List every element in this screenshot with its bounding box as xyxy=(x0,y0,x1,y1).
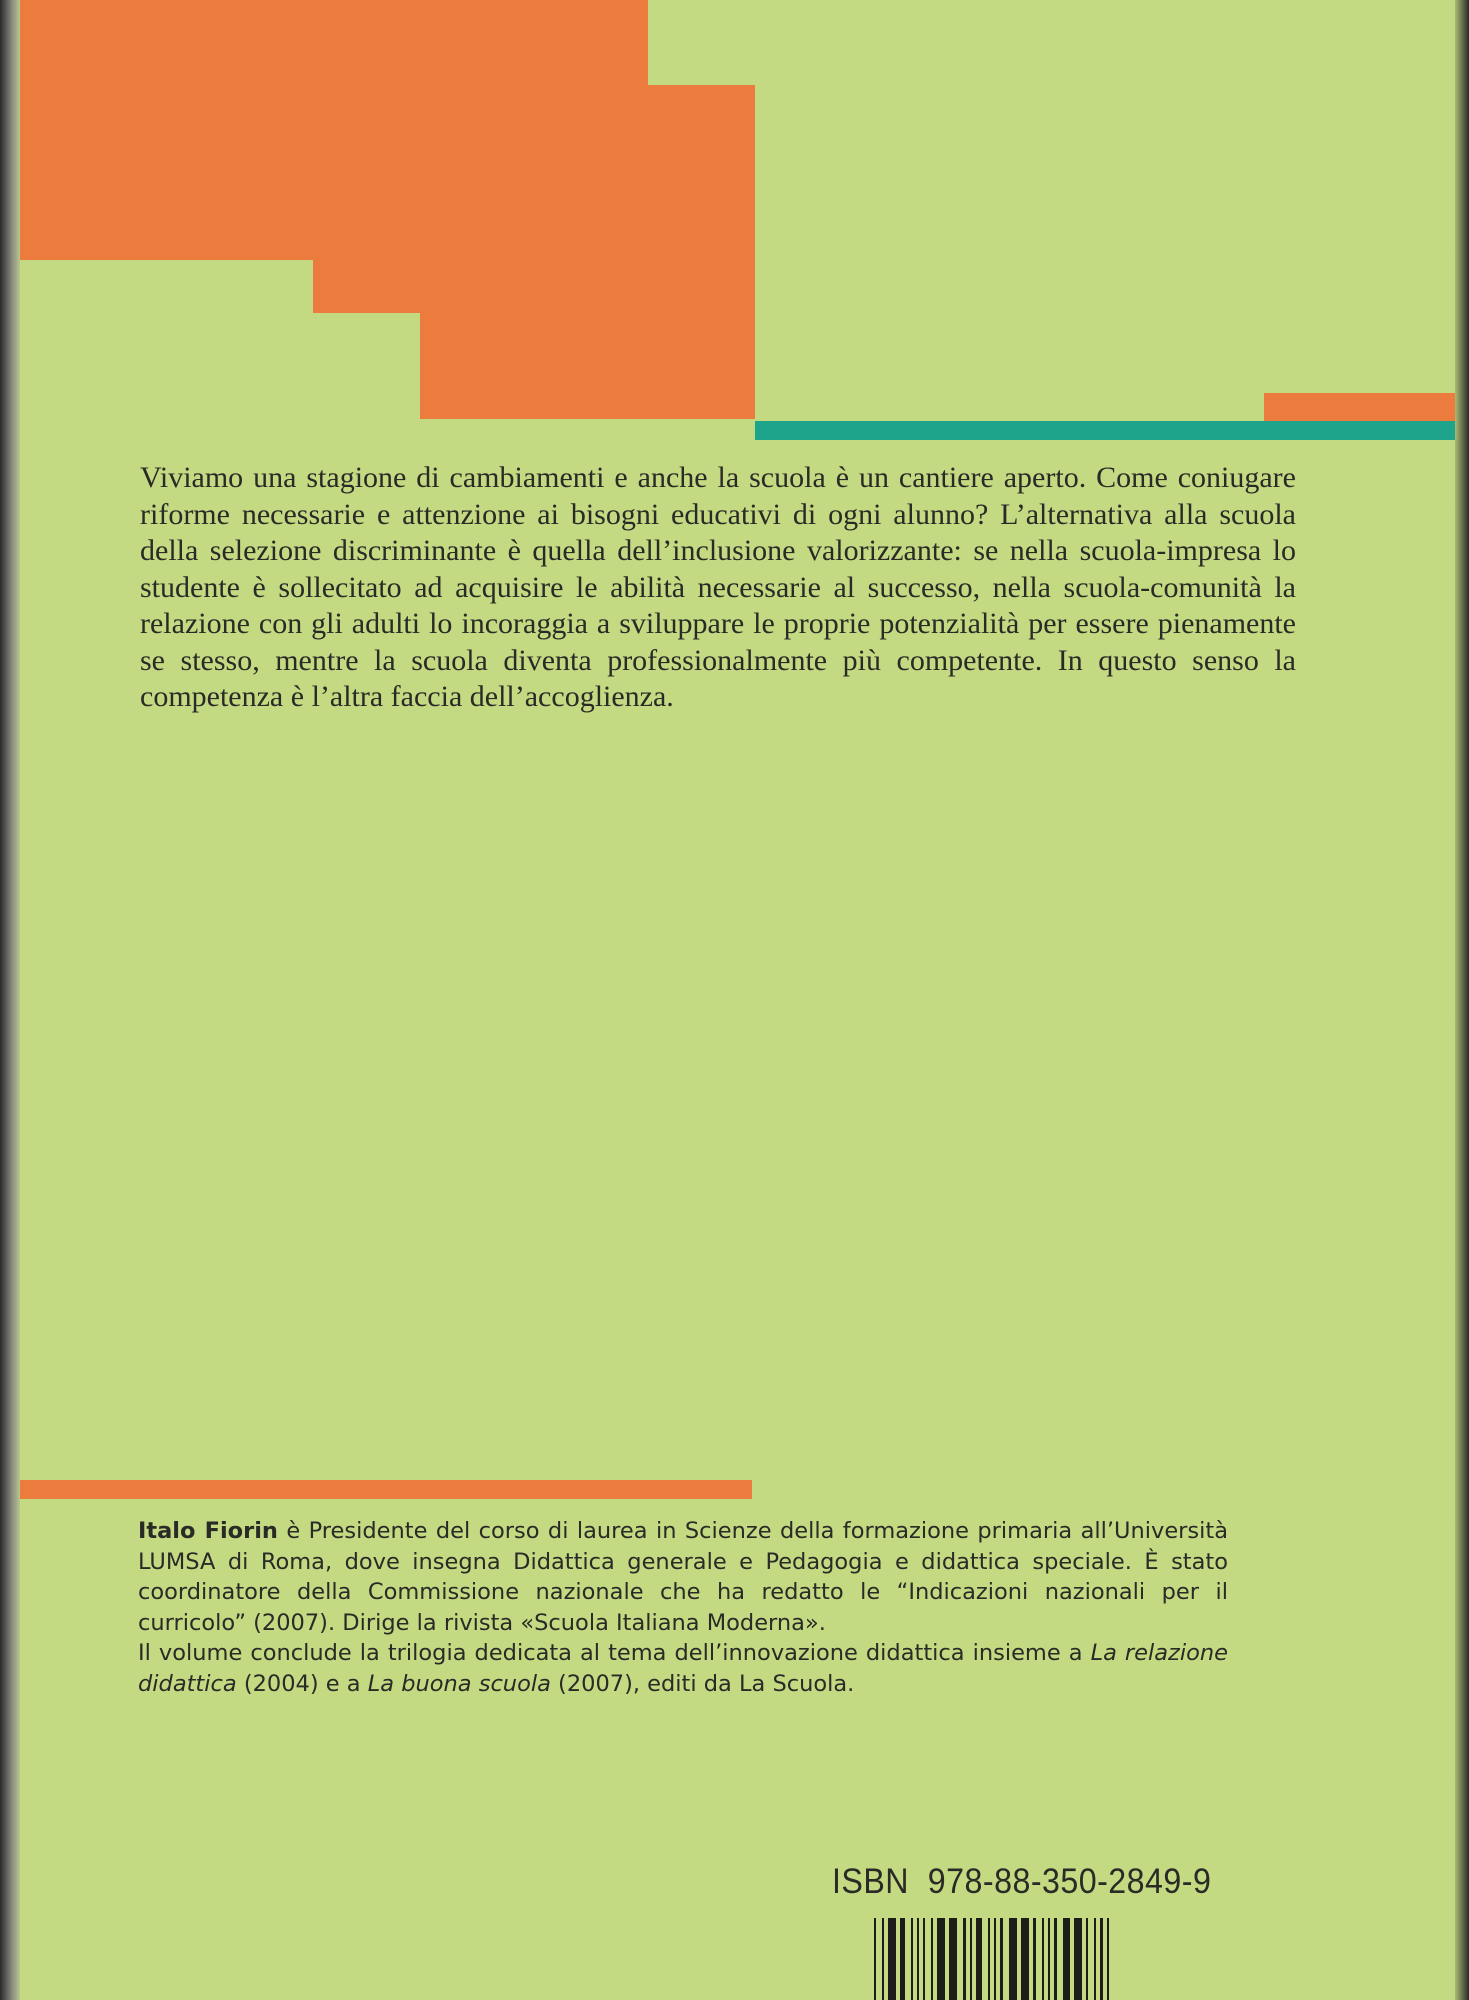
barcode-bar xyxy=(1054,1918,1057,2000)
barcode-bar xyxy=(937,1918,945,2000)
barcode-bar xyxy=(1021,1918,1029,2000)
barcode-bar xyxy=(1000,1918,1003,2000)
barcode-bar xyxy=(1063,1918,1070,2000)
barcode-bar xyxy=(988,1918,990,2000)
book-title-1: La relazione didattica xyxy=(138,1640,1228,1697)
orange-block-step xyxy=(313,259,755,313)
orange-small-block xyxy=(1264,393,1455,421)
isbn-label: ISBN 978-88-350-2849-9 xyxy=(832,1862,1212,1901)
barcode-bar xyxy=(1033,1918,1036,2000)
year-1: (2004) e a xyxy=(236,1670,368,1697)
barcode-bar xyxy=(1107,1918,1109,2000)
barcode-bar xyxy=(1100,1918,1103,2000)
book-title-2: La buona scuola xyxy=(367,1670,551,1697)
barcode-bar xyxy=(976,1918,982,2000)
barcode-bar xyxy=(1074,1918,1082,2000)
author-bio xyxy=(138,1516,1228,1699)
barcode-bar xyxy=(1086,1918,1088,2000)
bio-text: è Presidente del corso di laurea in Scienze della formazione primaria all’Università LUMSA di Roma, dove insegna Didattica generale e Pedagogia e didattica speciale. È stato coordinatore della Commissione nazionale che ha redatto le “Indicazioni nazionali per il curricolo” (2007). Dirige la rivista «Scuola Italiana Moderna». xyxy=(138,1518,1228,1636)
book-right-edge xyxy=(1455,0,1469,2000)
barcode-bar xyxy=(874,1918,876,2000)
author-name: Italo Fiorin xyxy=(138,1518,278,1544)
barcode-bar xyxy=(931,1918,933,2000)
trilogy-prefix: Il volume conclude la trilogia dedicata al tema dell’innovazione didattica insieme a xyxy=(138,1640,1091,1666)
barcode-bar xyxy=(911,1918,913,2000)
orange-block-wide xyxy=(20,85,755,260)
teal-stripe xyxy=(755,421,1455,440)
book-spine-edge xyxy=(0,0,20,2000)
orange-block-top xyxy=(20,0,648,86)
barcode-bar xyxy=(1042,1918,1044,2000)
barcode-bar xyxy=(882,1918,884,2000)
barcode-bar xyxy=(963,1918,966,2000)
barcode-bar xyxy=(994,1918,996,2000)
barcode-bar xyxy=(970,1918,972,2000)
barcode-bar xyxy=(1048,1918,1050,2000)
barcode-bar xyxy=(888,1918,896,2000)
orange-divider xyxy=(20,1480,752,1499)
barcode-bar xyxy=(900,1918,905,2000)
trilogy-suffix: (2007), editi da La Scuola. xyxy=(550,1670,855,1697)
barcode-bar xyxy=(1009,1918,1017,2000)
barcode-bar xyxy=(1094,1918,1096,2000)
barcode-bar xyxy=(917,1918,919,2000)
barcode xyxy=(874,1918,1184,2000)
orange-block-bottom xyxy=(420,312,755,419)
barcode-bar xyxy=(949,1918,957,2000)
blurb-text: Viviamo una stagione di cambiamenti e anche la scuola è un cantiere aperto. Come coniugare riforme necessarie e attenzione ai bisogni educativi di ogni alunno? L’alternativa alla scuola della selezione discriminante è quella dell’inclusione valorizzante: se nella scuola-impresa lo studente è sollecitato ad acquisire le abilità necessarie al successo, nella scuola-comunità la relazione con gli adulti lo incoraggia a sviluppare le proprie potenzialità per essere pienamente se stesso, mentre la scuola diventa professionalmente più competente. In questo senso la competenza è l’altra faccia dell’accoglienza. xyxy=(140,461,1296,713)
barcode-bar xyxy=(923,1918,925,2000)
